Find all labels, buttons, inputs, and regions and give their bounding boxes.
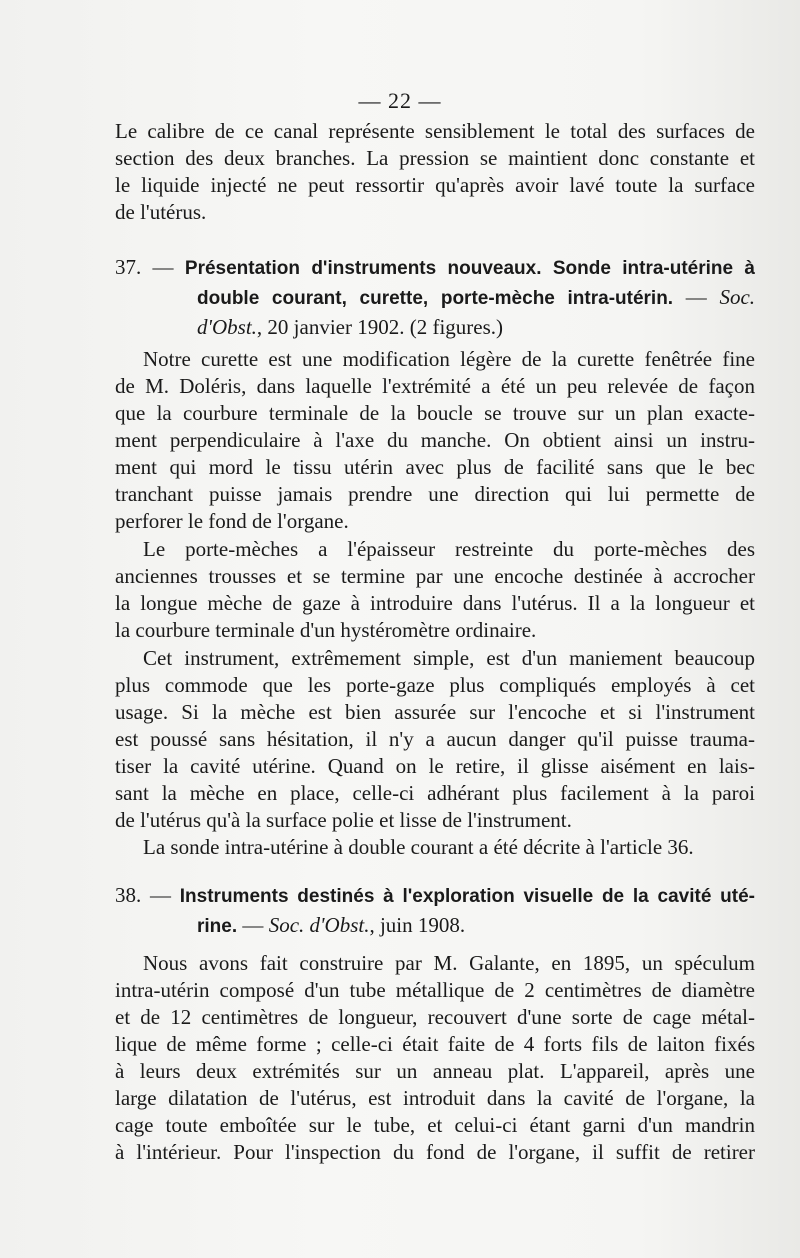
paragraph-curette xyxy=(115,346,755,535)
text-line: à leurs deux extrémités sur un anneau plat. L'appareil, après une xyxy=(115,1059,755,1083)
text-line: Notre curette est une modification légère de la curette fenêtrée fine xyxy=(143,347,755,371)
text-line: le liquide injecté ne peut ressortir qu'après avoir lavé toute la surface xyxy=(115,173,755,197)
text-line: lique de même forme ; celle-ci était faite de 4 forts fils de laiton fixés xyxy=(115,1032,755,1056)
paragraph-instrument xyxy=(115,645,755,834)
text-line: la courbure terminale d'un hystéromètre ordinaire. xyxy=(115,618,537,642)
section-37-heading xyxy=(115,252,755,342)
paragraph-sonde xyxy=(115,834,755,861)
section-38-dash: — xyxy=(242,913,264,937)
text-line: et de 12 centimètres de longueur, recouvert d'une sorte de cage métal- xyxy=(115,1005,755,1029)
text-line: La sonde intra-utérine à double courant a été décrite à l'article 36. xyxy=(143,835,694,859)
text-line: est poussé sans hésitation, il n'y a aucun danger qu'il puisse trauma- xyxy=(115,727,755,751)
text-line: tranchant puisse jamais prendre une direction qui lui permette de xyxy=(115,482,755,506)
page-number: — 22 — xyxy=(358,88,442,113)
section-37-title-line xyxy=(115,282,755,312)
text-line: que la courbure terminale de la boucle se trouve sur un plan exacte- xyxy=(115,401,755,425)
section-38-date: , juin 1908. xyxy=(369,913,466,937)
text-line: sant la mèche en place, celle-ci adhérant plus facilement à la paroi xyxy=(115,781,755,805)
section-37-date: , 20 janvier 1902. (2 figures.) xyxy=(256,315,504,339)
text-line: à l'intérieur. Pour l'inspection du fond de l'organe, il suffit de retirer xyxy=(115,1140,755,1164)
section-37-title: Présentation d'instruments nouveaux. Sonde intra-utérine à xyxy=(184,258,755,279)
section-38-reference xyxy=(115,910,755,940)
text-line: Cet instrument, extrêmement simple, est d'un maniement beaucoup xyxy=(143,646,755,670)
section-38-journal: d'Obst. xyxy=(309,913,370,937)
text-line: cage toute emboîtée sur le tube, et celui-ci étant garni d'un mandrin xyxy=(115,1113,755,1137)
text-line: usage. Si la mèche est bien assurée sur l'encoche et si l'instrument xyxy=(115,700,755,724)
text-line: de M. Doléris, dans laquelle l'extrémité a été un peu relevée de façon xyxy=(115,374,755,398)
section-38-title-cont: rine. xyxy=(197,916,238,937)
section-37-soc: Soc. xyxy=(719,285,756,309)
section-38-title-line xyxy=(115,880,755,910)
section-37-number: 37. — xyxy=(115,255,174,279)
section-38-soc: Soc. xyxy=(268,913,305,937)
text-line: plus commode que les porte-gaze plus compliqués employés à cet xyxy=(115,673,755,697)
text-line: tiser la cavité utérine. Quand on le retire, il glisse aisément en lais- xyxy=(115,754,755,778)
section-38-heading xyxy=(115,880,755,940)
text-line: Le porte-mèches a l'épaisseur restreinte du porte-mèches des xyxy=(143,537,755,561)
text-line: Le calibre de ce canal représente sensiblement le total des surfaces de xyxy=(115,119,755,143)
text-line: la longue mèche de gaze à introduire dans l'utérus. Il a la longueur et xyxy=(115,591,755,615)
text-line: Nous avons fait construire par M. Galante, en 1895, un spéculum xyxy=(143,951,755,975)
text-line: large dilatation de l'utérus, est introduit dans la cavité de l'organe, la xyxy=(115,1086,755,1110)
section-37-dash: — xyxy=(685,285,707,309)
section-37-journal: d'Obst. xyxy=(197,315,257,339)
text-line: ment qui mord le tissu utérin avec plus de facilité sans que le bec xyxy=(115,455,755,479)
text-line: ment perpendiculaire à l'axe du manche. On obtient ainsi un instru- xyxy=(115,428,755,452)
text-line: intra-utérin composé d'un tube métallique de 2 centimètres de diamètre xyxy=(115,978,755,1002)
section-37-reference xyxy=(115,312,755,342)
text-line: anciennes trousses et se termine par une encoche destinée à accrocher xyxy=(115,564,755,588)
text-line: section des deux branches. La pression se maintient donc constante et xyxy=(115,146,755,170)
section-38-title: Instruments destinés à l'exploration visuelle de la cavité uté- xyxy=(179,886,755,907)
text-line: perforer le fond de l'organe. xyxy=(115,509,349,533)
paragraph-intro xyxy=(115,118,755,226)
paragraph-porte-meches xyxy=(115,536,755,644)
section-38-number: 38. — xyxy=(115,883,171,907)
section-37-title-line xyxy=(115,252,755,282)
text-line: de l'utérus. xyxy=(115,200,207,224)
section-37-title-cont: double courant, curette, porte-mèche intra-utérin. xyxy=(197,288,674,309)
text-line: de l'utérus qu'à la surface polie et lisse de l'instrument. xyxy=(115,808,572,832)
paragraph-speculum xyxy=(115,950,755,1166)
